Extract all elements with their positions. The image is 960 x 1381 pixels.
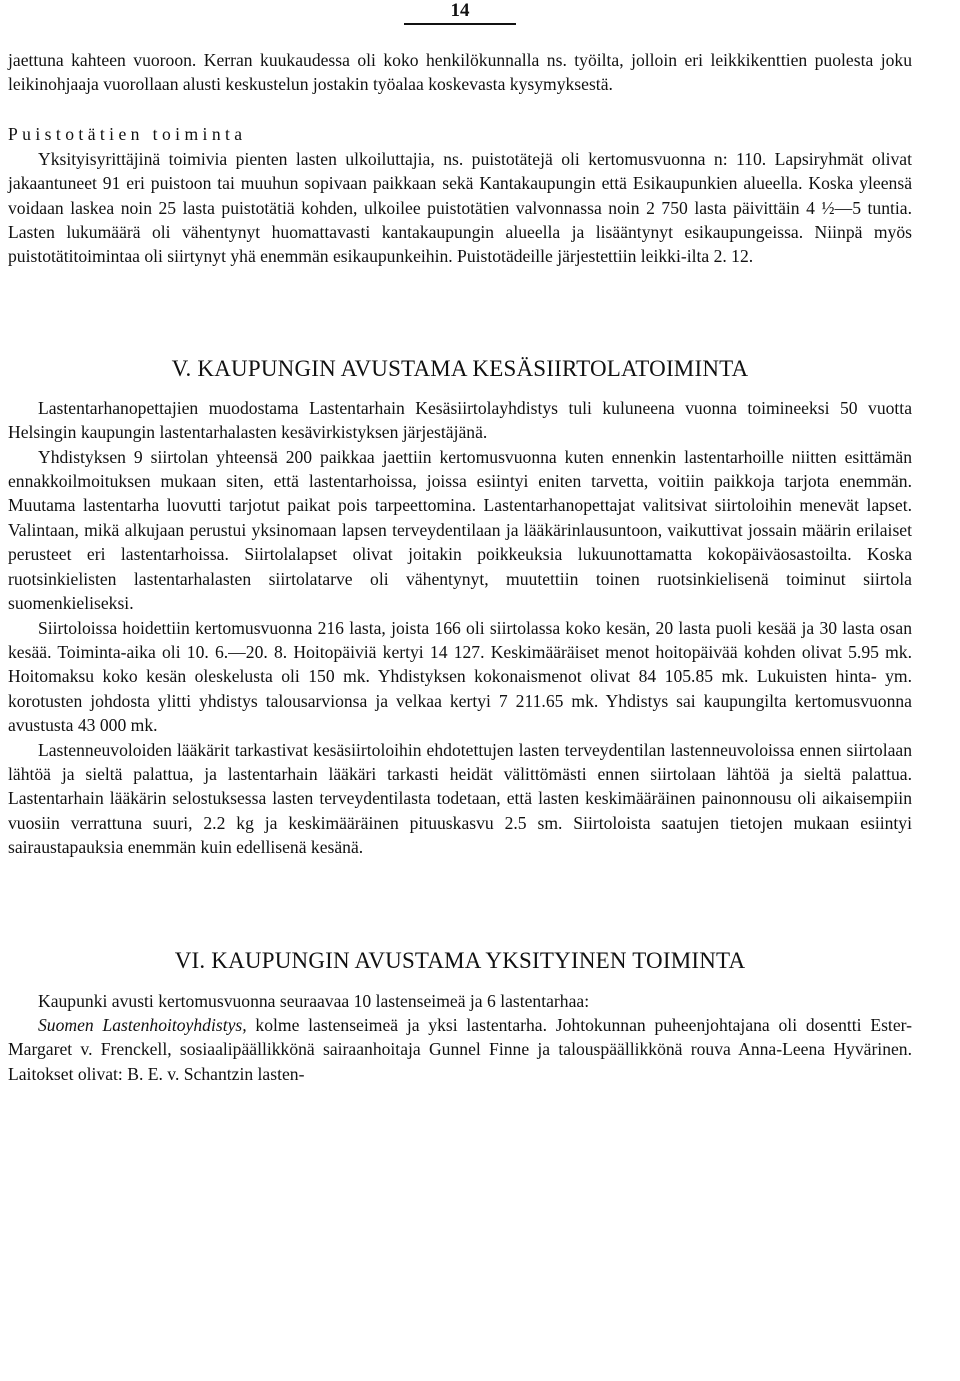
section-vi-paragraph-1: Kaupunki avusti kertomusvuonna seuraavaa 10 lastenseimeä ja 6 lastentarhaa:	[38, 990, 590, 1011]
puistotatien-paragraph: Yksityisyrittäjinä toimivia pienten lasten ulkoiluttajia, ns. puistotätejä oli kertomusvuonna n: 110. Lapsiryhmät olivat jakaantuneet 91 eri puistoon tai muuhun sopivaan paikkaan sekä Kantakaupungin että Esikaupunkien alueella. Koska yleensä voidaan laskea noin 25 lasta puistotätiä kohden, ulkoilee puistotätien valvonnassa noin 2 750 lasta päivittäin 4 ½—5 tuntia. Lasten lukumäärä oli vähentynyt huomattavasti kantakaupungin alueella ja lisääntynyt esikaupungeissa. Niinpä myös puistotätitoimintaa oli siirtynyt yhä enemmän esikaupunkeihin. Puistotädeille järjestettiin leikki-ilta 2. 12.	[8, 148, 912, 267]
section-v-paragraph-2: Yhdistyksen 9 siirtolan yhteensä 200 paikkaa jaettiin kertomusvuonna kuten ennenkin lastentarhoille niitten esittämän ennakkoilmoituksen mukaan siten, että lastentarhoissa, joissa esiintyi eniten tarvetta, voitiin paikkoja tarjota enemmän. Muutama lastentarha luovutti tarjotut paikat pois tarpeettomina. Lastentarhanopettajat valitsivat siirtoloihin menevät lapset. Valintaan, mikä alkujaan perustui yksinomaan lapsen terveydentilaan ja lääkärinlausuntoon, vaikuttivat jossain määrin erilaiset perusteet eri lastentarhoissa. Siirtolalapset olivat joitakin poikkeuksia lukuunottamatta kokopäiväosastoilta. Koska ruotsinkielisten lastentarhalasten siirtolatarve oli vähentynyt, muutettiin toinen ruotsinkielisenä toiminut siirtola suomenkieliseksi.	[8, 446, 912, 614]
intro-paragraph: jaettuna kahteen vuoroon. Kerran kuukaudessa oli koko henkilökunnalla ns. työilta, jolloin eri leikkikenttien puolesta joku leikinohjaaja vuorollaan alusti keskustelun jostakin työalaa koskevasta kysymyksestä.	[8, 50, 912, 95]
organization-name: Suomen Lastenhoitoyhdistys,	[38, 1014, 247, 1035]
page-number-rule	[404, 23, 516, 25]
section-v-paragraph-3: Siirtoloissa hoidettiin kertomusvuonna 216 lasta, joista 166 oli siirtolassa koko kesän, 20 lasta puoli kesää ja 30 lasta osan kesää. Toiminta-aika oli 10. 6.—20. 8. Hoitopäiviä kertyi 14 127. Keskimääräiset menot hoitopäivää kohden olivat 5.95 mk. Hoitomaksu koko kesän oleskelusta oli 150 mk. Yhdistyksen kokonaismenot olivat 84 105.85 mk. Lukuisten hinta- ym. korotusten johdosta ylitti yhdistys talousarvionsa ja velkaa kertyi 7 211.65 mk. Yhdistys sai kaupungilta kertomusvuonna avustusta 43 000 mk.	[8, 617, 912, 736]
section-vi-paragraph-2-text: kolme lastenseimeä ja yksi lastentarha. Johtokunnan puheenjohtajana oli dosentti Ester-Margaret v. Frenckell, sosiaalipäällikkönä sairaanhoitaja Gunnel Finne ja talouspäällikkönä rouva Anna-Leena Hyvärinen. Laitokset olivat: B. E. v. Schantzin lasten-	[8, 1014, 912, 1084]
section-vi-heading: VI. KAUPUNGIN AVUSTAMA YKSITYINEN TOIMINTA	[174, 947, 746, 973]
puistotatien-heading: Puistotätien toiminta	[8, 123, 247, 144]
page-number: 14	[450, 0, 470, 21]
section-v-paragraph-1: Lastentarhanopettajien muodostama Lastentarhain Kesäsiirtolayhdistys tuli kuluneena vuonna toimineeksi 50 vuotta Helsingin kaupungin lastentarhalasten kesävirkistyksen järjestäjänä.	[8, 397, 912, 443]
section-v-paragraph-4: Lastenneuvoloiden lääkärit tarkastivat kesäsiirtoloihin ehdotettujen lasten terveydentilan lastenneuvoloissa ennen siirtolaan lähtöä ja sieltä palattua, ja lastentarhain lääkäri tarkasti heidät välittömästi ennen siirtolaan lähtöä ja sieltä palattua. Lastentarhain lääkärin selostuksessa lasten terveydentilasta todetaan, että lasten keskimääräinen painonnousu oli aikaisempiin vuosiin verrattuna suuri, 2.2 kg ja keskimääräinen pituuskasvu 2.5 sm. Siirtoloista saatujen tietojen mukaan esiintyi sairaustapauksia enemmän kuin edellisenä kesänä.	[8, 739, 912, 858]
document-body	[8, 48, 912, 1086]
section-vi-paragraph-2	[8, 1013, 912, 1086]
section-v-heading: V. KAUPUNGIN AVUSTAMA KESÄSIIRTOLATOIMINTA	[171, 355, 749, 381]
